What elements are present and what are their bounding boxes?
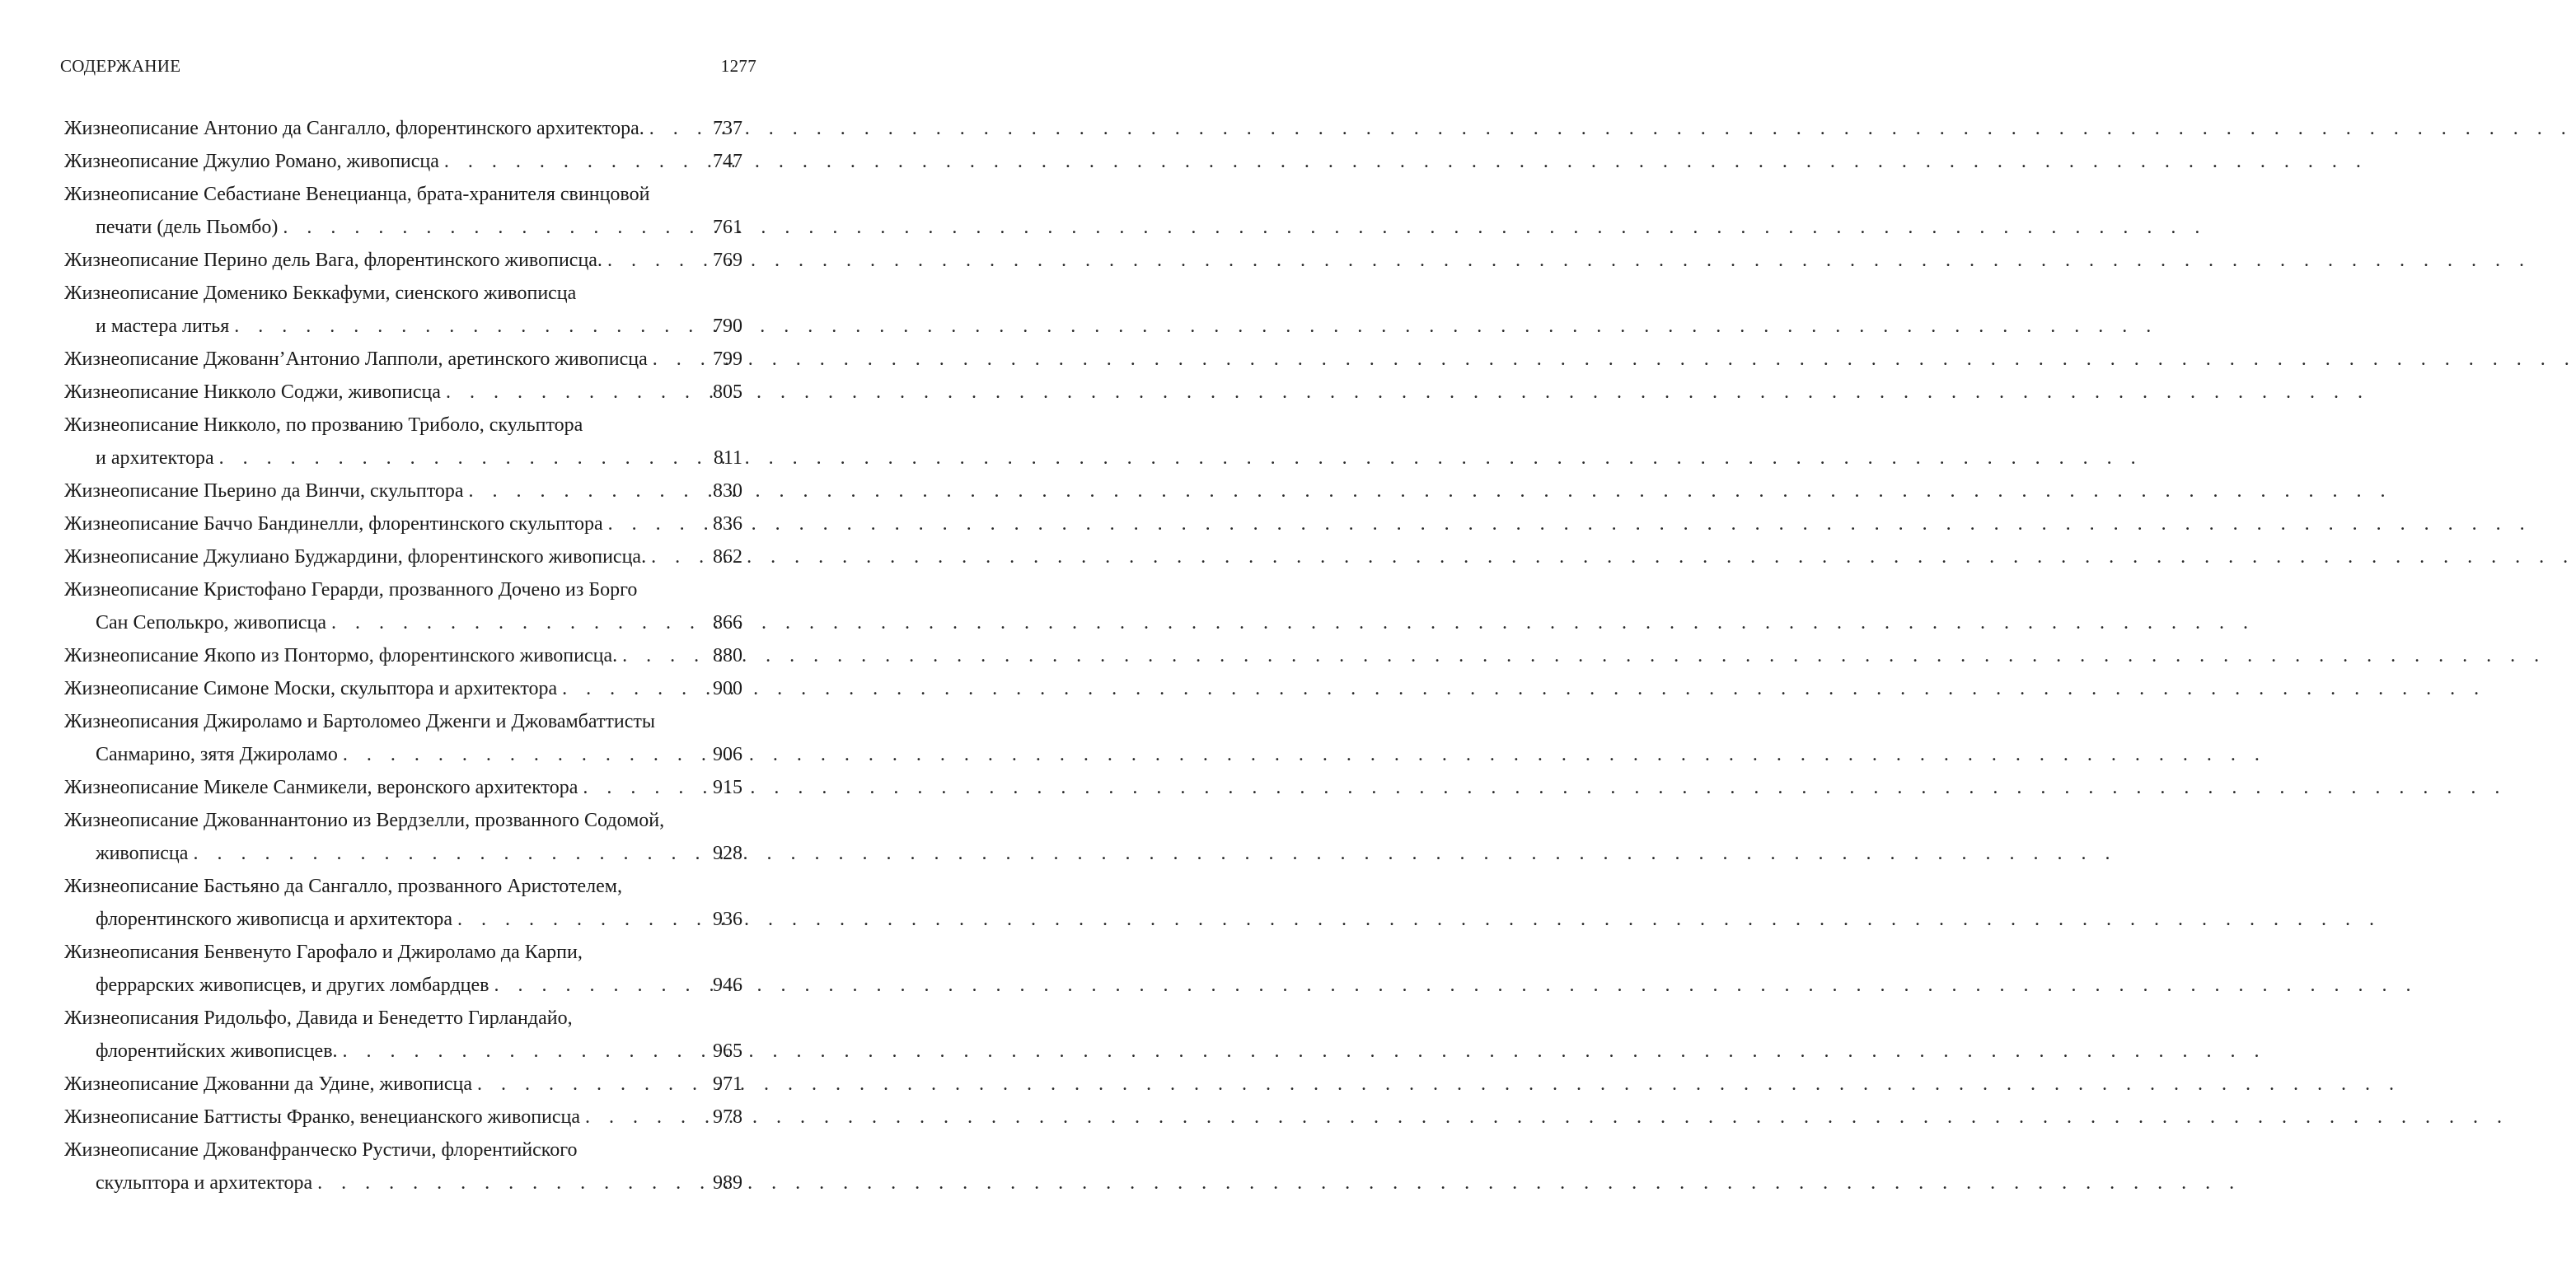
toc-entry-page: 862 <box>713 546 742 568</box>
toc-entry-title-line: Жизнеописание Никколо Сoджи, живописца <box>64 381 441 403</box>
toc-entry <box>64 705 742 771</box>
toc-entry-title-line: Жизнеописание Бастьяно да Сангалло, прозванного Аристотелем, <box>64 876 622 897</box>
dot-leader <box>578 771 708 804</box>
toc-entry-page: 830 <box>713 480 742 502</box>
toc-entry-title-line: Жизнеописание Джованфранческо Рустичи, флорентийского <box>64 1139 578 1161</box>
toc-entry-page: 946 <box>713 975 742 996</box>
toc-entry <box>64 771 742 804</box>
toc-entry-page: 915 <box>713 777 742 798</box>
toc-entry-last-line <box>64 771 742 804</box>
toc-entry-last-line <box>64 244 742 277</box>
toc-entry <box>64 178 742 244</box>
toc-entry-page: 805 <box>713 381 742 403</box>
toc-entry <box>64 540 742 573</box>
dot-leader <box>278 211 708 244</box>
toc-entry-last-line <box>64 442 742 475</box>
toc-entry-title-line: скульптора и архитектора <box>96 1172 313 1194</box>
toc-entry-title-line: и мастера литья <box>96 316 230 337</box>
toc-entry-last-line <box>64 1166 742 1199</box>
toc-entry-title-line: Жизнеописание Джулио Романо, живописца <box>64 151 439 172</box>
toc-entry-last-line <box>64 969 742 1002</box>
toc-entry <box>64 870 742 936</box>
toc-entry-last-line <box>64 343 742 376</box>
toc-entry-page: 761 <box>713 217 742 238</box>
dot-leader <box>326 606 708 639</box>
toc-entry-last-line <box>64 475 742 507</box>
dot-leader <box>648 343 708 376</box>
toc-entry-page: 989 <box>713 1172 742 1194</box>
toc-entry <box>64 475 742 507</box>
toc-entry <box>64 145 742 178</box>
dot-leader <box>312 1166 708 1199</box>
toc-entry-title-line: Жизнеописание Джованнантонио из Вердзелли, прозванного Содомой, <box>64 810 665 831</box>
toc-entry-title-line: Жизнеописание Антонио да Сангалло, флорентинского архитектора. <box>64 118 644 139</box>
dot-leader <box>338 738 708 771</box>
toc-entry <box>64 804 742 870</box>
dot-leader <box>452 903 708 936</box>
dot-leader <box>617 639 708 672</box>
toc-entry <box>64 1134 742 1199</box>
toc-entry-last-line <box>64 837 742 870</box>
toc-entry-page: 971 <box>713 1073 742 1095</box>
dot-leader <box>603 507 708 540</box>
dot-leader <box>188 837 708 870</box>
toc-entry-page: 928 <box>713 843 742 864</box>
dot-leader <box>489 969 709 1002</box>
toc-entry <box>64 376 742 409</box>
toc-entry-title-line: флорентинского живописца и архитектора <box>96 909 453 930</box>
toc-entry <box>64 277 742 343</box>
toc-entry-page: 790 <box>713 316 742 337</box>
toc-entry-last-line <box>64 738 742 771</box>
toc-entry <box>64 573 742 639</box>
toc-entry <box>64 672 742 705</box>
toc-entry-title-line: живописца <box>96 843 189 864</box>
book-page <box>0 0 824 1281</box>
dot-leader <box>214 442 709 475</box>
toc-entry-title-line: феррарских живописцев, и других ломбардцев <box>96 975 489 996</box>
dot-leader <box>602 244 708 277</box>
toc-entry-page: 978 <box>713 1106 742 1128</box>
toc-entry-last-line <box>64 112 742 145</box>
toc-entry-page: 906 <box>713 744 742 765</box>
toc-entry-page: 836 <box>713 513 742 535</box>
toc-entry-title-line: Жизнеописание Якопо из Понтормо, флорентинского живописца. <box>64 645 618 666</box>
toc-entry-title-line: Жизнеописание Доменико Беккафуми, сиенского живописца <box>64 283 577 304</box>
toc-entry-last-line <box>64 606 742 639</box>
toc-entry-page: 769 <box>713 250 742 271</box>
dot-leader <box>464 475 708 507</box>
toc-entry-page: 737 <box>713 118 742 139</box>
toc-entry-last-line <box>64 1101 742 1134</box>
toc-entry-title-line: Сан Сеполькро, живописца <box>96 612 326 633</box>
toc-entry-page: 811 <box>713 447 742 469</box>
toc-entry <box>64 1002 742 1068</box>
toc-entry-last-line <box>64 507 742 540</box>
toc-entry-title-line: Жизнеописания Ридольфо, Давида и Бенедетто Гирландайо, <box>64 1008 573 1029</box>
toc-entry-page: 747 <box>713 151 742 172</box>
toc-entry <box>64 1101 742 1134</box>
section-title: СОДЕРЖАНИЕ <box>60 56 181 76</box>
toc-entry-page: 936 <box>713 909 742 930</box>
toc-entry-last-line <box>64 540 742 573</box>
toc-entry-title-line: Жизнеописание Никколо, по прозванию Триболо, скульптора <box>64 414 583 436</box>
dot-leader <box>646 540 708 573</box>
toc-entry <box>64 112 742 145</box>
toc-entry-title-line: Жизнеописание Перино дель Вага, флорентинского живописца. <box>64 250 602 271</box>
toc-entry <box>64 1068 742 1101</box>
toc-entry-page: 965 <box>713 1040 742 1062</box>
toc-entry-title-line: Жизнеописание Кристофано Герарди, прозванного Дочено из Борго <box>64 579 638 601</box>
dot-leader <box>439 145 708 178</box>
toc-entry-last-line <box>64 310 742 343</box>
dot-leader <box>580 1101 708 1134</box>
toc-entry-title-line: Жизнеописание Джулиано Буджардини, флорентинского живописца. <box>64 546 647 568</box>
dot-leader <box>441 376 708 409</box>
page-number: 1277 <box>720 56 756 76</box>
toc-entry-last-line <box>64 672 742 705</box>
table-of-contents <box>64 112 742 1199</box>
toc-entry-last-line <box>64 1035 742 1068</box>
toc-entry-title-line: Жизнеописание Баттисты Франко, венецианского живописца <box>64 1106 581 1128</box>
dot-leader <box>229 310 708 343</box>
toc-entry-page: 880 <box>713 645 742 666</box>
toc-entry-last-line <box>64 1068 742 1101</box>
toc-entry-title-line: Жизнеописания Бенвенуто Гарофало и Джироламо да Карпи, <box>64 942 583 963</box>
toc-entry <box>64 639 742 672</box>
toc-entry <box>64 507 742 540</box>
toc-entry-last-line <box>64 145 742 178</box>
toc-entry-title-line: Жизнеописание Пьерино да Винчи, скульптора <box>64 480 464 502</box>
toc-entry-last-line <box>64 211 742 244</box>
toc-entry-page: 900 <box>713 678 742 699</box>
toc-entry-title-line: Жизнеописание Баччо Бандинелли, флорентинского скульптора <box>64 513 603 535</box>
toc-entry-page: 866 <box>713 612 742 633</box>
toc-entry-title-line: Жизнеописание Микеле Санмикели, веронского архитектора <box>64 777 578 798</box>
toc-entry-title-line: печати (дель Пьомбо) <box>96 217 279 238</box>
toc-entry-title-line: и архитектора <box>96 447 214 469</box>
dot-leader <box>472 1068 708 1101</box>
toc-entry-last-line <box>64 376 742 409</box>
dot-leader <box>644 112 708 145</box>
toc-entry-last-line <box>64 903 742 936</box>
toc-entry-title-line: Санмарино, зятя Джироламо <box>96 744 338 765</box>
toc-entry-title-line: Жизнеописание Симоне Моски, скульптора и архитектора <box>64 678 558 699</box>
toc-entry-page: 799 <box>713 348 742 370</box>
toc-entry-title-line: Жизнеописание Джованни да Удине, живописца <box>64 1073 472 1095</box>
toc-entry <box>64 343 742 376</box>
toc-entry-title-line: Жизнеописание Себастиане Венецианца, брата-хранителя свинцовой <box>64 184 650 205</box>
toc-entry-title-line: Жизнеописание Джованн’Антонио Лапполи, аретинского живописца <box>64 348 648 370</box>
toc-entry <box>64 244 742 277</box>
toc-entry-last-line <box>64 639 742 672</box>
dot-leader <box>557 672 708 705</box>
toc-entry-title-line: флорентийских живописцев. <box>96 1040 338 1062</box>
toc-entry-title-line: Жизнеописания Джироламо и Бартоломео Дженги и Джовамбаттисты <box>64 711 656 732</box>
toc-entry <box>64 409 742 475</box>
running-head <box>60 56 756 82</box>
toc-entry <box>64 936 742 1002</box>
dot-leader <box>338 1035 708 1068</box>
